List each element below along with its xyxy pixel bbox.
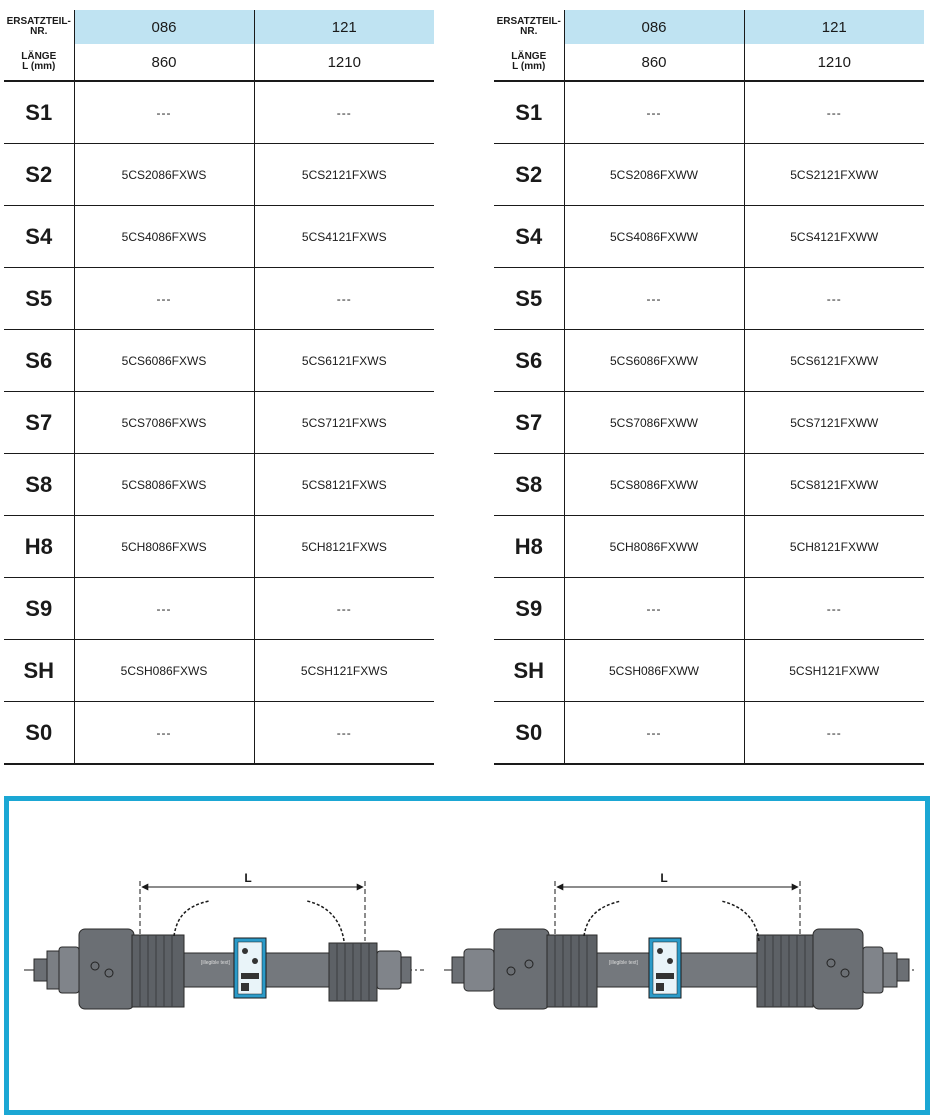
part-number: ---	[74, 268, 254, 330]
series-code: S4	[4, 206, 74, 268]
diagram-frame	[4, 796, 930, 1115]
series-code: H8	[4, 516, 74, 578]
pto-shaft-right	[444, 871, 914, 1009]
part-number: 5CS8086FXWW	[564, 454, 744, 516]
part-number: 5CH8121FXWS	[254, 516, 434, 578]
part-number: 5CS8121FXWS	[254, 454, 434, 516]
part-number: ---	[744, 268, 924, 330]
table-row	[494, 392, 924, 454]
table-row	[4, 268, 434, 330]
length-label: LÄNGE L (mm)	[494, 44, 564, 81]
part-number: 5CSH121FXWS	[254, 640, 434, 702]
series-code: S6	[4, 330, 74, 392]
table-row	[4, 578, 434, 640]
part-number-label: ERSATZTEIL- NR.	[496, 16, 561, 37]
part-number: 5CSH086FXWS	[74, 640, 254, 702]
table-row	[494, 330, 924, 392]
series-code: S7	[494, 392, 564, 454]
table-row	[494, 81, 924, 144]
part-number: ---	[74, 578, 254, 640]
series-code: S1	[4, 81, 74, 144]
part-number-label: ERSATZTEIL- NR.	[6, 16, 71, 37]
part-number: ---	[744, 578, 924, 640]
table-row	[494, 516, 924, 578]
table-row	[494, 702, 924, 765]
parts-table-left	[4, 10, 434, 765]
column-header: 121	[744, 10, 924, 44]
table-row	[4, 640, 434, 702]
part-number: ---	[254, 268, 434, 330]
column-header: 086	[564, 10, 744, 44]
part-number: 5CS2121FXWW	[744, 144, 924, 206]
series-code: S5	[494, 268, 564, 330]
part-number: ---	[564, 578, 744, 640]
series-code: SH	[4, 640, 74, 702]
part-number: 5CS4121FXWS	[254, 206, 434, 268]
parts-table-right	[494, 10, 924, 765]
table-row	[494, 640, 924, 702]
shaft-label: [illegible text]	[609, 960, 638, 966]
rows-right	[494, 81, 924, 764]
part-number: ---	[564, 702, 744, 765]
series-code: S1	[494, 81, 564, 144]
part-number: 5CSH121FXWW	[744, 640, 924, 702]
part-number: 5CS8121FXWW	[744, 454, 924, 516]
series-code: S5	[4, 268, 74, 330]
table-row	[4, 702, 434, 765]
series-code: S2	[4, 144, 74, 206]
part-number: 5CS6121FXWW	[744, 330, 924, 392]
part-number: 5CS4121FXWW	[744, 206, 924, 268]
series-code: SH	[494, 640, 564, 702]
rows-left	[4, 81, 434, 764]
table-row	[4, 330, 434, 392]
part-number: 5CS2121FXWS	[254, 144, 434, 206]
part-number: ---	[74, 81, 254, 144]
series-code: S4	[494, 206, 564, 268]
column-header: 121	[254, 10, 434, 44]
length-label: LÄNGE L (mm)	[4, 44, 74, 81]
part-number: 5CS7086FXWS	[74, 392, 254, 454]
series-code: S0	[4, 702, 74, 765]
pto-diagrams	[9, 801, 925, 1110]
part-number: ---	[254, 81, 434, 144]
part-number: 5CS8086FXWS	[74, 454, 254, 516]
part-number: 5CS4086FXWW	[564, 206, 744, 268]
series-code: S8	[4, 454, 74, 516]
series-code: S7	[4, 392, 74, 454]
column-header: 086	[74, 10, 254, 44]
series-code: S0	[494, 702, 564, 765]
part-number: ---	[74, 702, 254, 765]
part-number: ---	[254, 702, 434, 765]
part-number: 5CS4086FXWS	[74, 206, 254, 268]
table-row	[494, 578, 924, 640]
part-number: ---	[744, 81, 924, 144]
table-row	[4, 81, 434, 144]
part-number: 5CS6086FXWW	[564, 330, 744, 392]
dimension-label: L	[660, 871, 668, 885]
part-number: 5CS2086FXWW	[564, 144, 744, 206]
table-row	[494, 268, 924, 330]
table-row	[4, 144, 434, 206]
length-value: 860	[564, 44, 744, 81]
table-row	[494, 206, 924, 268]
table-row	[494, 454, 924, 516]
length-value: 1210	[744, 44, 924, 81]
length-value: 860	[74, 44, 254, 81]
table-row	[4, 206, 434, 268]
table-row	[4, 516, 434, 578]
part-number: 5CSH086FXWW	[564, 640, 744, 702]
pto-shaft-left	[24, 871, 424, 1009]
series-code: S9	[494, 578, 564, 640]
part-number: ---	[254, 578, 434, 640]
part-number: 5CS6086FXWS	[74, 330, 254, 392]
part-number: ---	[564, 268, 744, 330]
length-value: 1210	[254, 44, 434, 81]
table-row	[4, 392, 434, 454]
part-number: 5CS6121FXWS	[254, 330, 434, 392]
dimension-label: L	[244, 871, 252, 885]
part-number: ---	[564, 81, 744, 144]
shaft-label: [illegible text]	[201, 960, 230, 966]
series-code: S8	[494, 454, 564, 516]
part-number: 5CS7121FXWW	[744, 392, 924, 454]
part-number: ---	[744, 702, 924, 765]
series-code: S9	[4, 578, 74, 640]
series-code: S6	[494, 330, 564, 392]
part-number: 5CH8086FXWS	[74, 516, 254, 578]
series-code: H8	[494, 516, 564, 578]
part-number: 5CS7086FXWW	[564, 392, 744, 454]
table-row	[494, 144, 924, 206]
part-number: 5CH8121FXWW	[744, 516, 924, 578]
series-code: S2	[494, 144, 564, 206]
part-number: 5CS2086FXWS	[74, 144, 254, 206]
part-number: 5CS7121FXWS	[254, 392, 434, 454]
part-number: 5CH8086FXWW	[564, 516, 744, 578]
table-row	[4, 454, 434, 516]
